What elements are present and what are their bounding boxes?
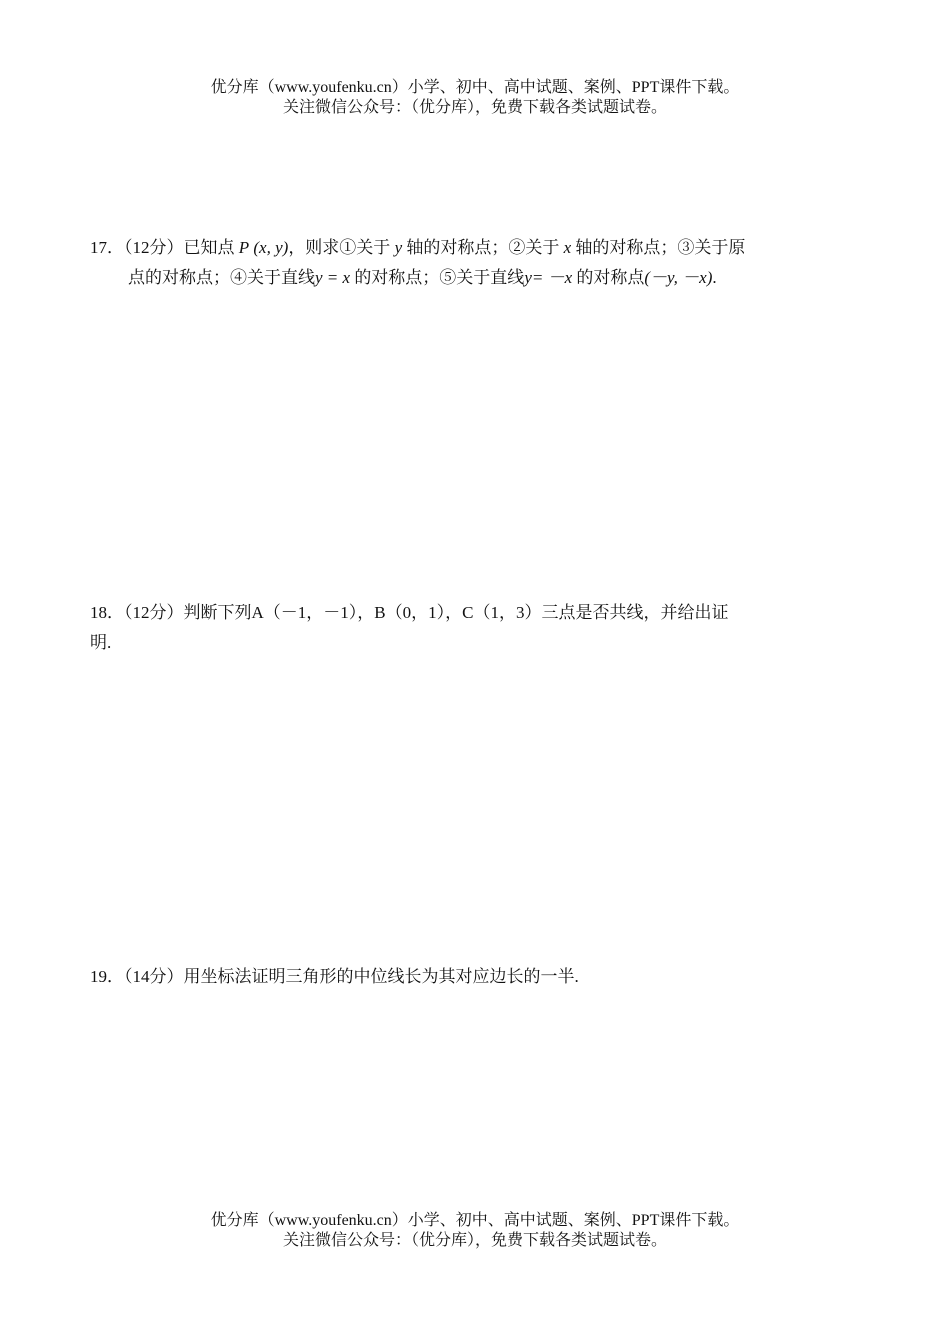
symmetric-point: (－y, －x)	[644, 268, 713, 287]
question-19-number: 19．	[90, 967, 124, 986]
question-17-line-1	[90, 233, 865, 263]
question-17-end: .	[712, 268, 717, 287]
point-p-coords: (x, y)	[253, 238, 289, 257]
page-footer	[0, 1211, 950, 1251]
question-17-line-2	[90, 263, 865, 293]
y-axis-var: y	[394, 238, 403, 257]
question-17-text: 的对称点	[576, 268, 645, 287]
question-19-line-1	[90, 962, 865, 992]
question-17-text: 轴的对称点；③关于原	[575, 238, 746, 257]
point-p: P	[238, 238, 250, 257]
question-18-line-2: 明.	[90, 633, 112, 652]
question-17-text: 轴的对称点；②关于	[406, 238, 560, 257]
footer-line-1: 优分库（www.youfenku.cn）小学、初中、高中试题、案例、PPT课件下载。	[210, 1212, 740, 1229]
line-equation-1: y = x	[315, 268, 351, 287]
question-19	[90, 962, 865, 992]
question-19-text: （14分）用坐标法证明三角形的中位线长为其对应边长的一半.	[124, 967, 579, 986]
question-17	[90, 233, 865, 293]
question-17-number: 17．	[90, 238, 124, 257]
x-axis-var: x	[563, 238, 572, 257]
question-17-text: ，则求①关于	[288, 238, 391, 257]
page-header	[0, 78, 950, 118]
question-17-text: （12分）已知点	[124, 238, 235, 257]
question-18-line-1	[90, 598, 865, 628]
footer-line-2: 关注微信公众号：（优分库），免费下载各类试题试卷。	[282, 1232, 667, 1249]
header-line-2: 关注微信公众号：（优分库），免费下载各类试题试卷。	[282, 99, 667, 116]
question-18	[90, 598, 865, 658]
question-18-text: （12分）判断下列A（－1，－1），B（0，1），C（1，3）三点是否共线，并给出证	[124, 603, 729, 622]
question-17-text: 点的对称点；④关于直线	[128, 268, 315, 287]
header-line-1: 优分库（www.youfenku.cn）小学、初中、高中试题、案例、PPT课件下载。	[210, 79, 740, 96]
question-18-number: 18．	[90, 603, 124, 622]
question-17-text: 的对称点；⑤关于直线	[354, 268, 525, 287]
line-equation-2: y= －x	[524, 268, 573, 287]
